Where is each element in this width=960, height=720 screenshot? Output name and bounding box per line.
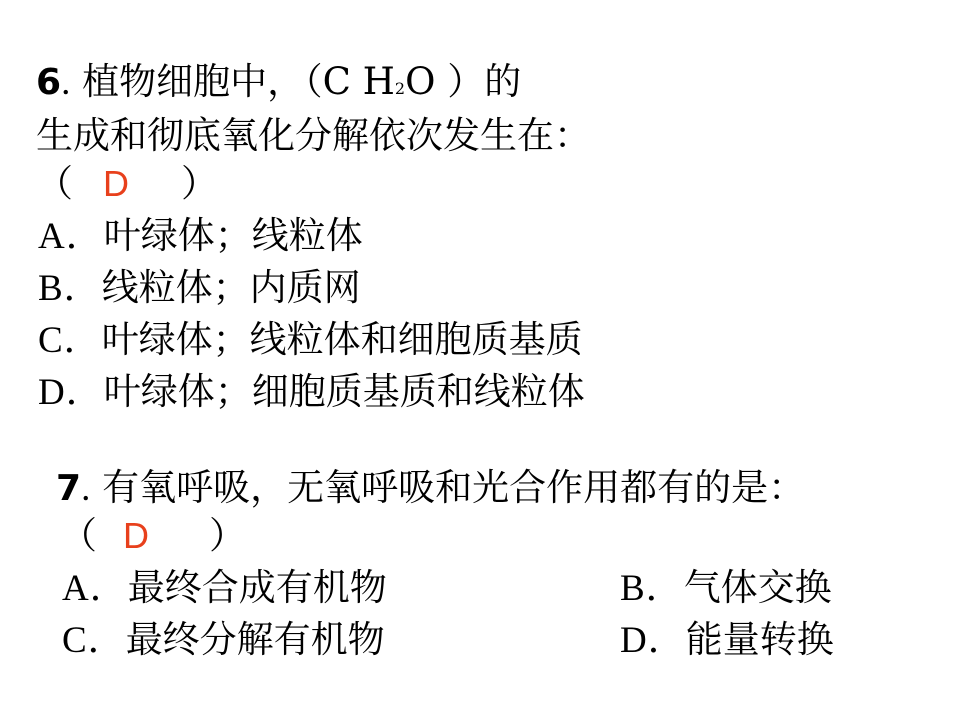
q6-option-c-letter: C．	[38, 320, 102, 361]
q6-stem-subscript: 2	[394, 79, 406, 98]
q7-option-b-text: 气体交换	[683, 566, 832, 609]
q7-option-c-letter: C．	[62, 620, 126, 661]
q7-option-b-letter: B．	[620, 568, 684, 609]
q6-option-a-letter: A．	[38, 216, 104, 257]
q6-option-d	[38, 370, 585, 415]
q7-option-d-letter: D．	[620, 620, 686, 661]
q7-stem-text: 有氧呼吸，无氧呼吸和光合作用都有的是：	[102, 466, 806, 509]
q6-stem-part-a: 植物细胞中，（C H	[82, 60, 395, 103]
q6-option-d-text: 叶绿体；细胞质基质和线粒体	[103, 370, 585, 413]
q6-option-b	[38, 266, 361, 311]
q6-option-a-text: 叶绿体；线粒体	[103, 214, 363, 257]
q6-answer: D	[103, 163, 129, 204]
q7-option-c-text: 最终分解有机物	[125, 618, 385, 661]
q6-paren-close: ）	[181, 164, 218, 205]
q6-option-c	[38, 318, 583, 363]
q6-option-b-letter: B．	[38, 268, 102, 309]
q7-option-d	[620, 618, 834, 663]
q7-option-c	[62, 618, 385, 663]
q7-paren-close: ）	[209, 516, 246, 557]
q7-option-a	[62, 566, 387, 611]
q7-option-a-text: 最终合成有机物	[127, 566, 387, 609]
q6-option-a	[38, 214, 363, 259]
q7-paren-open: （	[60, 516, 97, 557]
q7-option-a-letter: A．	[62, 568, 128, 609]
q7-answer: D	[123, 515, 149, 556]
q6-number-dot: .	[61, 62, 71, 103]
q6-stem-text: 生成和彻底氧化分解依次发生在：	[36, 114, 591, 157]
q7-stem	[56, 466, 805, 511]
q7-option-b	[620, 566, 832, 611]
q6-option-c-text: 叶绿体；线粒体和细胞质基质	[101, 318, 583, 361]
q7-option-d-text: 能量转换	[685, 618, 834, 661]
q6-stem-line2	[36, 114, 591, 158]
q6-option-b-text: 线粒体；内质网	[101, 266, 361, 309]
q6-answer-blank	[36, 162, 218, 207]
q6-stem-line1	[36, 60, 521, 111]
q7-number-dot: .	[81, 468, 91, 509]
q6-stem-part-b: O ）的	[405, 60, 522, 103]
q6-option-d-letter: D．	[38, 372, 104, 413]
q6-paren-open: （	[36, 164, 73, 205]
q6-number: 6	[36, 62, 62, 103]
q7-number: 7	[56, 468, 82, 509]
q7-answer-blank	[60, 514, 246, 559]
